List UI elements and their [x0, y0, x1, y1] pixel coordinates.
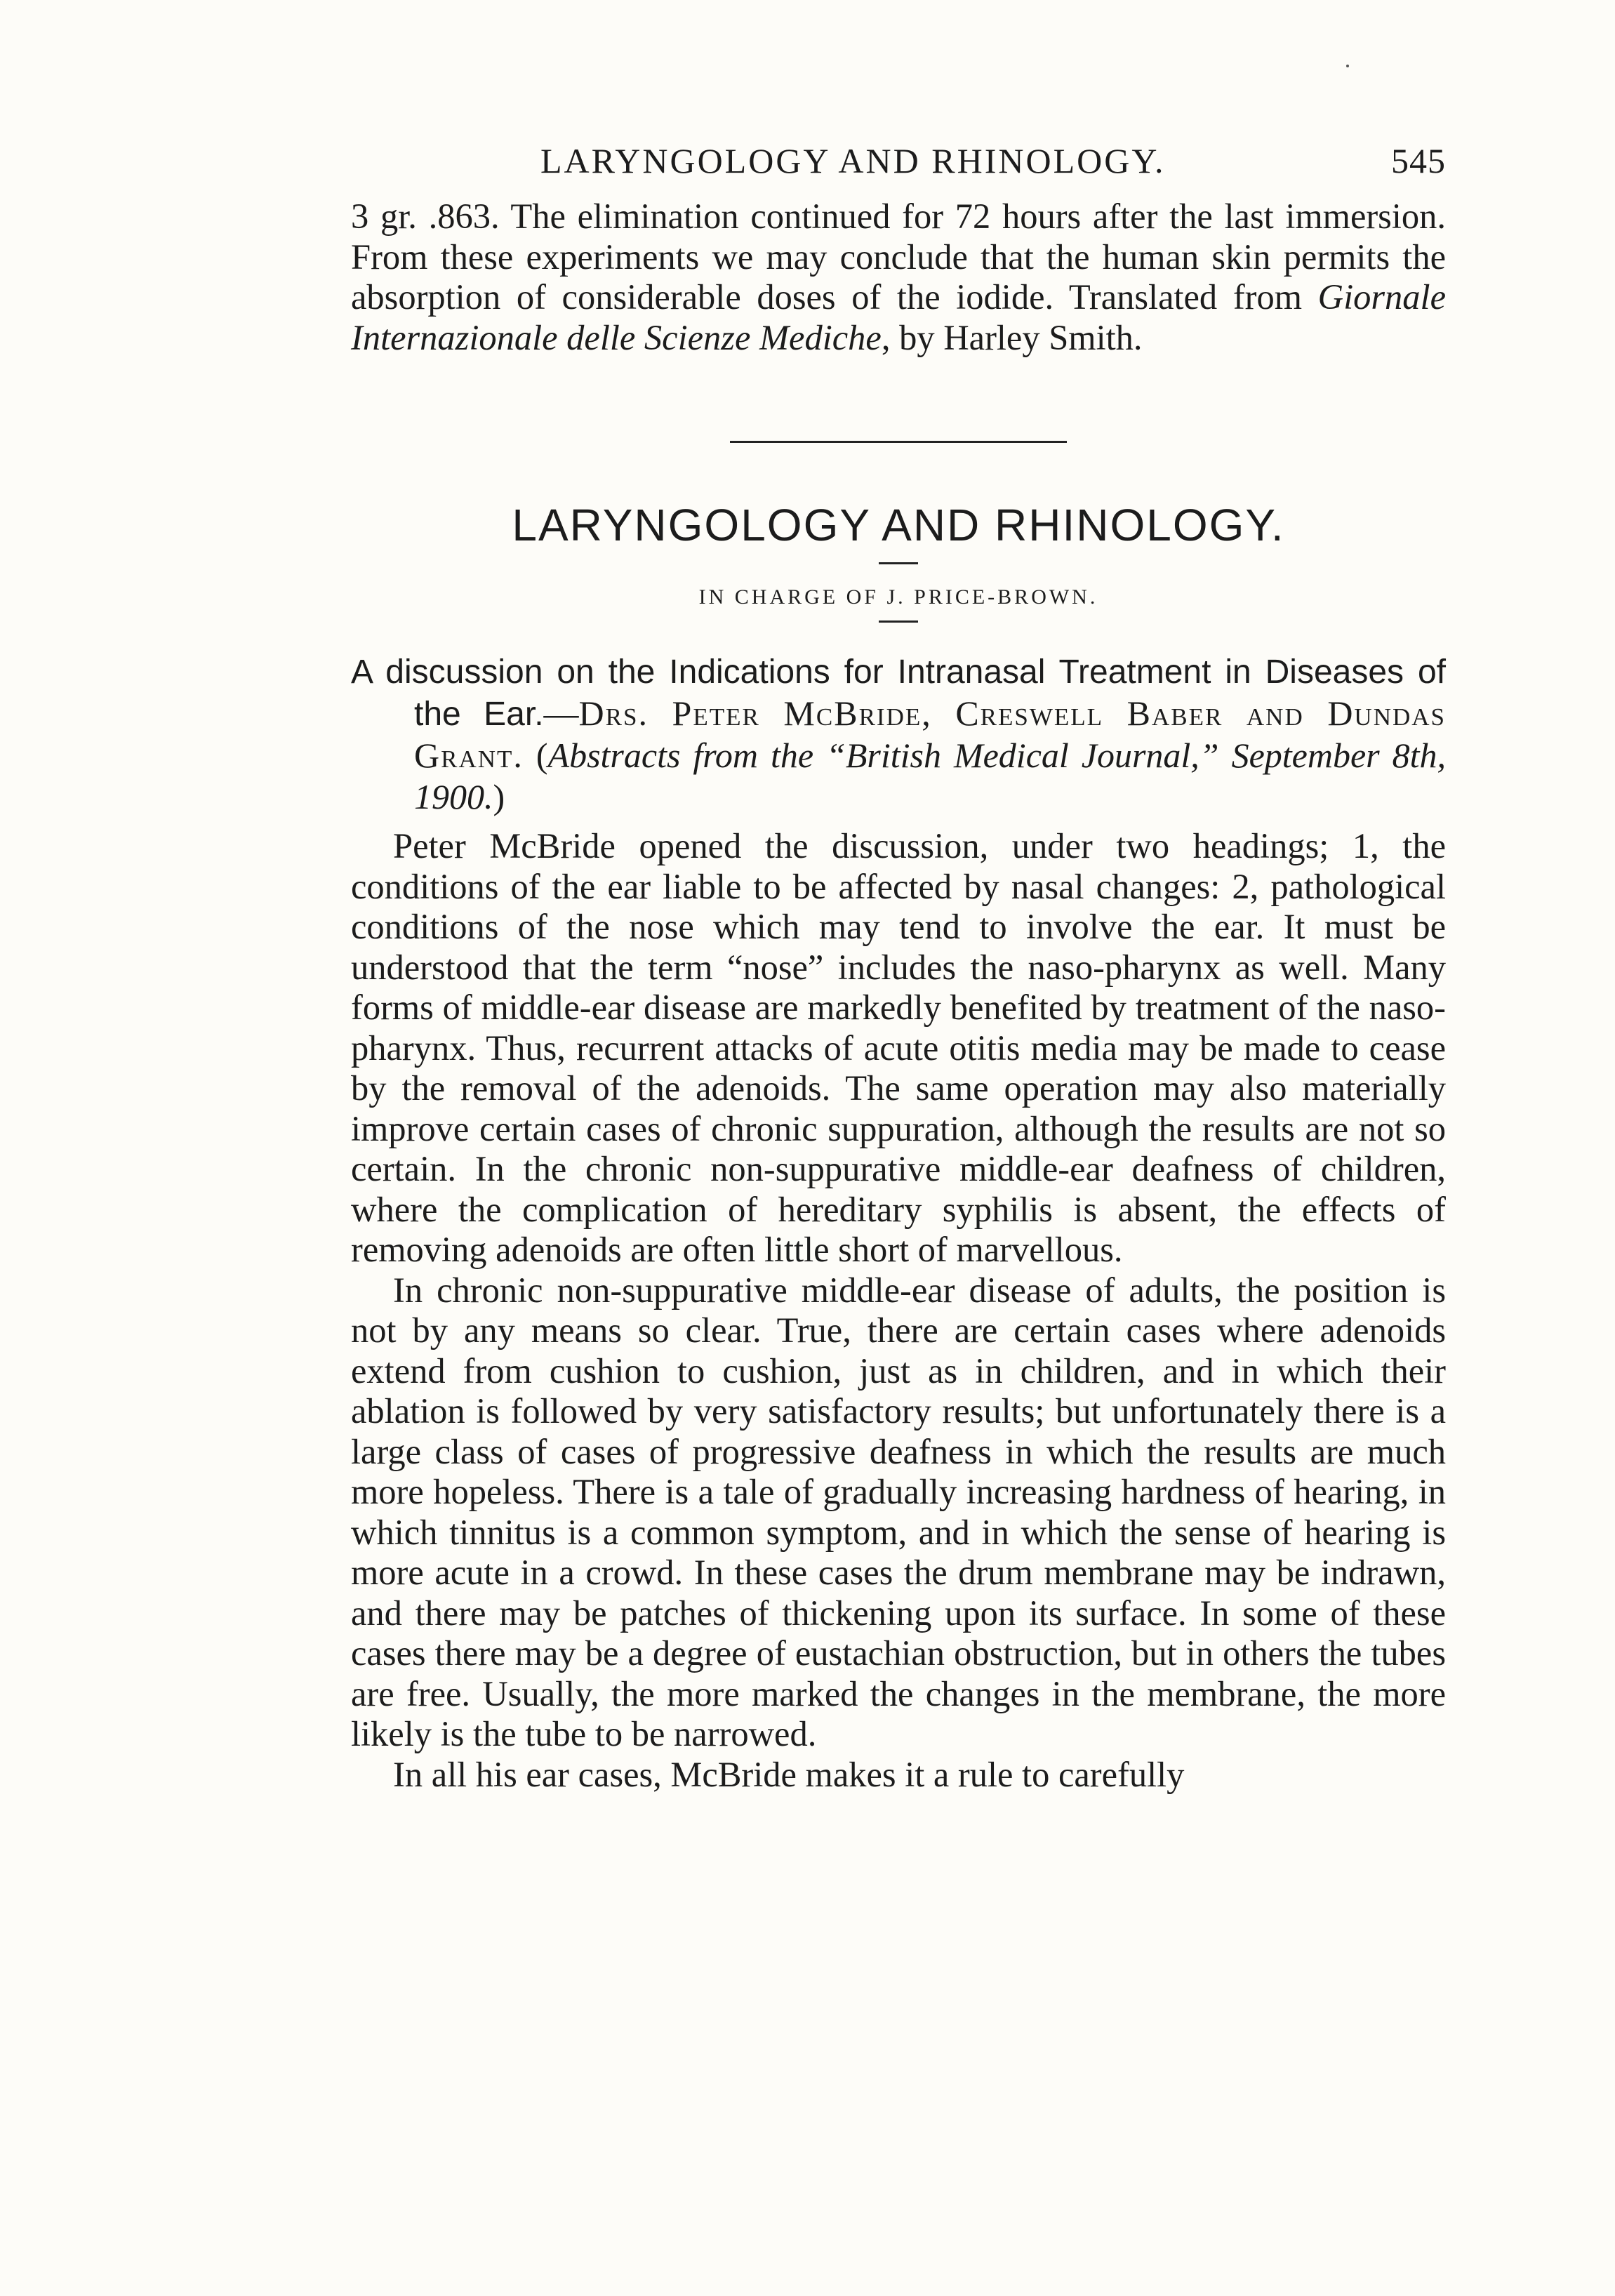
- body-paragraph-2: In chronic non-suppurative middle-ear disease of adults, the position is not by any means so clear. True, there are certain cases where adenoids extend from cushion to cushion, just as in children, and in which their ablation is followed by very satisfactory results; but unfortunately there is a large class of cases of progressive deafness in which the results are much more hopeless. There is a tale of gradually increasing hardness of hearing, in which tinnitus is a common symptom, and in which the sense of hearing is more acute in a crowd. In these cases the drum membrane may be indrawn, and there may be patches of thickening upon its surface. In some of these cases there may be a degree of eustachian obstruction, but in others the tubes are free. Usually, the more marked the changes in the membrane, the more likely is the tube to be narrowed.: [351, 1270, 1446, 1753]
- section-divider: [730, 441, 1067, 443]
- running-head-title: LARYNGOLOGY AND RHINOLOGY.: [540, 141, 1166, 180]
- journal-name: Giornale Internazionale delle Scienze Mediche: [351, 277, 1446, 357]
- article-dash: —: [543, 694, 579, 733]
- article-body: [351, 826, 1446, 1795]
- short-rule-bottom: [879, 621, 918, 623]
- ink-speck: [1346, 65, 1349, 67]
- continued-text-1: 3 gr. .863. The elimination continued for 72 hours after the last immersion. From these experiments we may conclude that the human skin permits the absorption of considerable doses of the iodide. Translated from: [351, 197, 1446, 317]
- article-authors: Drs. Peter McBride, Creswell Baber and Dundas Grant.: [414, 694, 1446, 775]
- continued-paragraph: [351, 197, 1446, 358]
- section-editor: IN CHARGE OF J. PRICE-BROWN.: [698, 585, 1098, 609]
- section-title: LARYNGOLOGY AND RHINOLOGY.: [512, 500, 1285, 550]
- article-heading: [351, 651, 1446, 818]
- page: [351, 140, 1446, 1795]
- body-paragraph-3: In all his ear cases, McBride makes it a rule to carefully: [393, 1754, 1185, 1794]
- source-close: ): [493, 777, 505, 816]
- page-number: 545: [1391, 141, 1446, 180]
- source-open: (: [536, 736, 548, 775]
- short-rule-top: [879, 562, 918, 564]
- article-title: A discussion on the Indications for Intranasal Treatment in Diseases of the Ear.: [351, 653, 1446, 733]
- body-paragraph-1: Peter McBride opened the discussion, under two headings; 1, the conditions of the ear liable to be affected by nasal changes: 2, pathological conditions of the nose which may tend to involve the ear. It must be understood that the term “nose” includes the naso-pharynx as well. Many forms of middle-ear disease are markedly benefited by treatment of the naso-pharynx. Thus, recurrent attacks of acute otitis media may be made to cease by the removal of the adenoids. The same operation may also materially improve certain cases of chronic suppuration, although the results are not so certain. In the chronic non-suppurative middle-ear deafness of children, where the complication of hereditary syphilis is absent, the effects of removing adenoids are often little short of marvellous.: [351, 826, 1446, 1269]
- article-source: Abstracts from the “British Medical Journal,” September 8th, 1900.: [414, 736, 1446, 816]
- continued-text-2: , by Harley Smith.: [881, 317, 1143, 357]
- running-head: [351, 140, 1446, 197]
